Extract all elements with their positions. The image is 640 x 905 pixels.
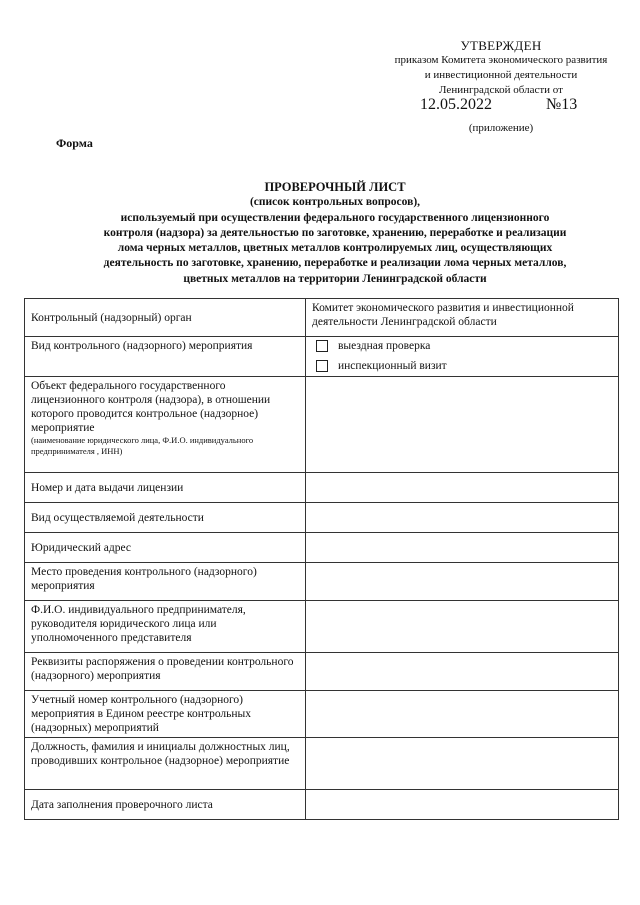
heading-line: используемый при осуществлении федерального государственного лицензионного — [120, 211, 550, 224]
heading-line: лома черных металлов, цветных металлов контролируемых лиц, осуществляющих — [117, 242, 553, 255]
row-label: Ф.И.О. индивидуального предпринимателя, руководителя юридического лица или уполномоченного представителя — [25, 601, 306, 653]
option-label: выездная проверка — [338, 340, 431, 352]
row-label: Должность, фамилия и инициалы должностных лиц, проводивших контрольное (надзорное) мероприятие — [25, 738, 306, 790]
row-value[interactable] — [306, 653, 619, 691]
table-row — [25, 790, 619, 820]
option-field-visit[interactable] — [316, 339, 612, 353]
table-row — [25, 563, 619, 601]
table-row — [25, 691, 619, 738]
table-row — [25, 533, 619, 563]
row-label: Объект федерального государственного лицензионного контроля (надзора), в отношении которого проводится контрольное (надзорное) мероприятие — [31, 380, 271, 434]
row-label-cell — [25, 377, 306, 473]
checklist-table — [24, 298, 619, 820]
row-value[interactable] — [306, 691, 619, 738]
row-label: Юридический адрес — [25, 533, 306, 563]
document-title: ПРОВЕРОЧНЫЙ ЛИСТ — [264, 180, 406, 194]
heading-line: деятельность по заготовке, хранению, переработке и реализации лома черных металлов, — [103, 257, 567, 270]
row-label: Номер и дата выдачи лицензии — [25, 473, 306, 503]
row-value[interactable] — [306, 533, 619, 563]
approval-date: 12.05.2022 — [420, 96, 492, 113]
row-value[interactable] — [306, 790, 619, 820]
row-label: Реквизиты распоряжения о проведении контрольного (надзорного) мероприятия — [25, 653, 306, 691]
row-label: Контрольный (надзорный) орган — [25, 299, 306, 337]
approval-line: Ленинградской области от — [439, 84, 563, 96]
table-row — [25, 653, 619, 691]
approval-block — [370, 38, 632, 98]
table-row — [25, 337, 619, 377]
approval-line: приказом Комитета экономического развития — [394, 54, 608, 66]
row-value[interactable] — [306, 473, 619, 503]
appendix-label: (приложение) — [468, 122, 534, 134]
table-row — [25, 503, 619, 533]
row-label: Вид осуществляемой деятельности — [25, 503, 306, 533]
row-value[interactable] — [306, 738, 619, 790]
document-subtitle: (список контрольных вопросов), — [249, 196, 421, 209]
table-row — [25, 601, 619, 653]
row-value: Комитет экономического развития и инвестиционной деятельности Ленинградской области — [306, 299, 619, 337]
heading-line: цветных металлов на территории Ленинградской области — [183, 272, 487, 285]
approval-number: №13 — [546, 96, 578, 113]
row-label: Учетный номер контрольного (надзорного) мероприятия в Едином реестре контрольных (надзорных) мероприятий — [25, 691, 306, 738]
row-note: (наименование юридического лица, Ф.И.О. индивидуального предпринимателя , ИНН) — [31, 435, 254, 456]
row-label: Вид контрольного (надзорного) мероприятия — [25, 337, 306, 377]
option-label: инспекционный визит — [338, 360, 447, 372]
table-row — [25, 738, 619, 790]
table-row — [25, 473, 619, 503]
heading-line: контроля (надзора) за деятельностью по заготовке, хранению, переработке и реализации — [103, 226, 567, 239]
table-row — [25, 377, 619, 473]
row-value[interactable] — [306, 563, 619, 601]
table-row — [25, 299, 619, 337]
checkbox[interactable] — [316, 340, 328, 352]
form-label: Форма — [56, 136, 93, 150]
approval-title: УТВЕРЖДЕН — [460, 38, 542, 53]
row-label: Дата заполнения проверочного листа — [25, 790, 306, 820]
approval-line: и инвестиционной деятельности — [424, 69, 578, 81]
row-label: Место проведения контрольного (надзорного) мероприятия — [25, 563, 306, 601]
row-value[interactable] — [306, 601, 619, 653]
row-value[interactable] — [306, 503, 619, 533]
checkbox[interactable] — [316, 360, 328, 372]
document-heading — [30, 180, 640, 287]
option-inspection-visit[interactable] — [316, 359, 612, 373]
row-value-options — [306, 337, 619, 377]
row-value[interactable] — [306, 377, 619, 473]
